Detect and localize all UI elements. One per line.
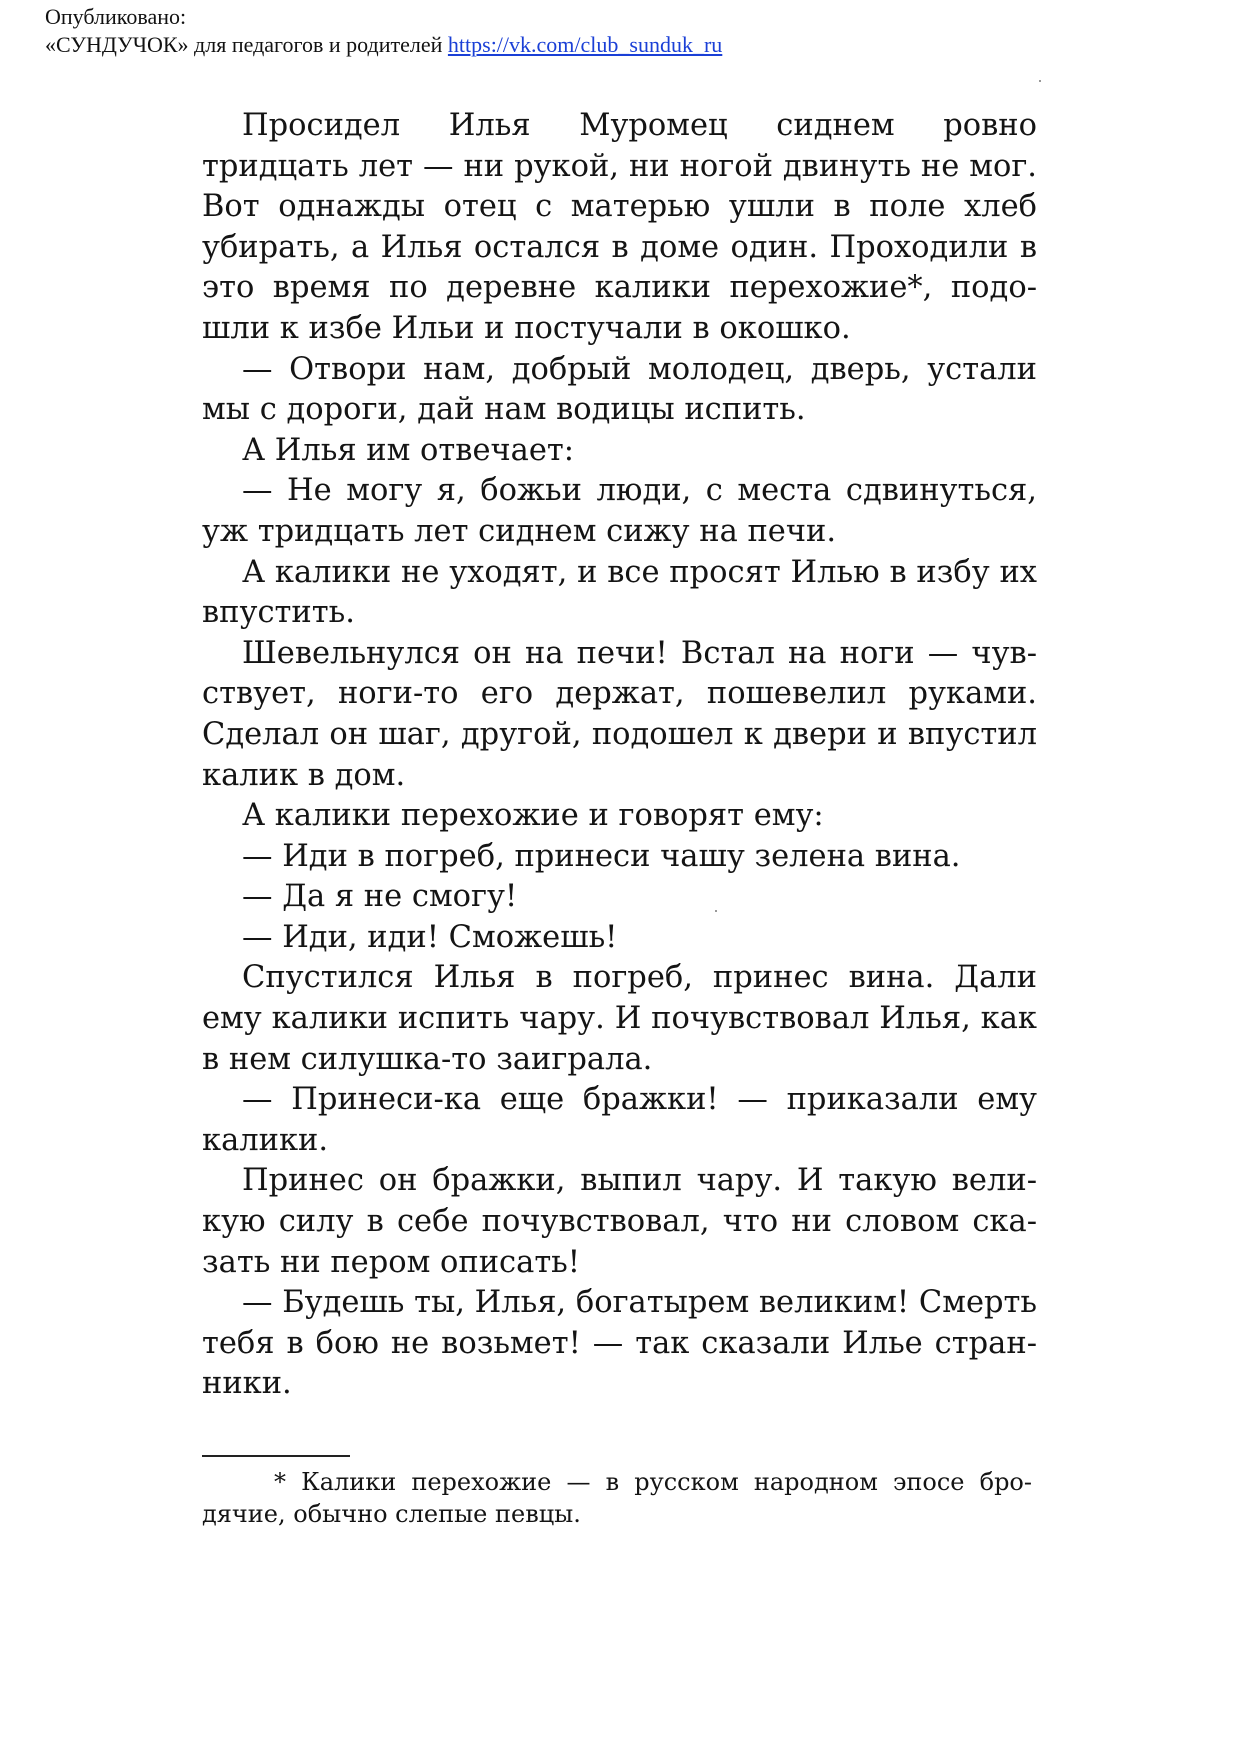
scan-speck <box>1039 80 1041 82</box>
publisher-line <box>45 31 722 59</box>
paragraph: Спустился Илья в погреб, принес вина. Дали ему калики испить чару. И почувствовал Илья, как в нем силушка-то заиграла. <box>202 960 1037 1077</box>
footnote-text: * Калики перехожие — в русском народном эпосе бродячие, обычно слепые певцы. <box>202 1468 1032 1528</box>
publisher-link[interactable]: https://vk.com/club_sunduk_ru <box>447 32 723 57</box>
paragraph: — Да я не смогу! <box>242 879 518 915</box>
paragraph: — Иди, иди! Сможешь! <box>242 919 618 955</box>
paragraph: Просидел Илья Муромец сиднем ровно тридцать лет — ни рукой, ни ногой двинуть не мог. Вот однажды отец с матерью ушли в поле хлеб убирать, а Илья остался в доме один. Проходили в это время по деревне калики перехожие*, подошли к избе Ильи и постучали в окошко. <box>202 108 1037 346</box>
footnote <box>202 1466 1032 1530</box>
paragraph: — Будешь ты, Илья, богатырем великим! Смерть тебя в бою не возьмет! — так сказали Илье странники. <box>202 1285 1037 1402</box>
story-text <box>202 106 1037 1405</box>
paragraph: — Принеси-ка еще бражки! — приказали ему калики. <box>202 1082 1037 1158</box>
paragraph: Шевельнулся он на печи! Встал на ноги — чувствует, ноги-то его держат, пошевелил руками. Сделал он шаг, другой, подошел к двери и впустил калик в дом. <box>202 635 1037 793</box>
paragraph: — Отвори нам, добрый молодец, дверь, устали мы с дороги, дай нам водицы испить. <box>202 351 1037 428</box>
publication-header <box>45 3 722 59</box>
paragraph: А Илья им отвечает: <box>242 432 575 468</box>
paragraph: — Иди в погреб, принеси чашу зелена вина. <box>242 838 961 874</box>
published-label: Опубликовано: <box>45 4 187 29</box>
footnote-divider <box>202 1455 350 1457</box>
paragraph: — Не могу я, божьи люди, с места сдвинуться, уж тридцать лет сиднем сижу на печи. <box>202 473 1037 549</box>
paragraph: А калики перехожие и говорят ему: <box>242 798 824 834</box>
paragraph: Принес он бражки, выпил чару. И такую великую силу в себе почувствовал, что ни словом сказать ни пером описать! <box>202 1163 1037 1280</box>
paragraph: А калики не уходят, и все просят Илью в избу их впустить. <box>202 554 1037 631</box>
publisher-name: «СУНДУЧОК» для педагогов и родителей <box>45 32 448 57</box>
